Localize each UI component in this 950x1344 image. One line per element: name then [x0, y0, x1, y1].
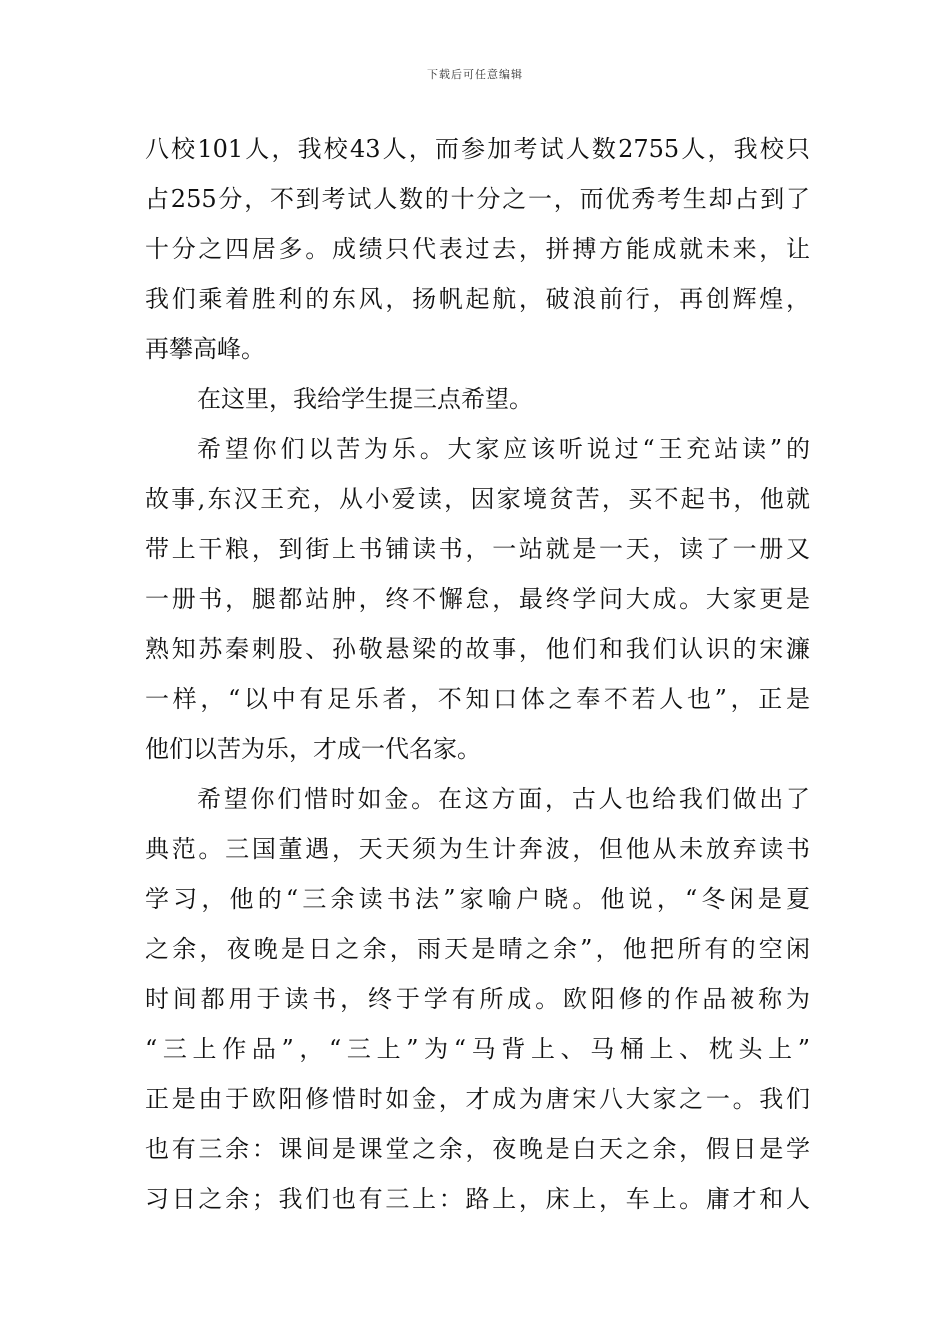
text-line: 十分之四居多。成绩只代表过去，拼搏方能成就未来，让 [145, 235, 810, 263]
paragraph [145, 424, 810, 774]
text-line: 希望你们惜时如金。在这方面，古人也给我们做出了 [197, 785, 810, 813]
text-line: 一样，“以中有足乐者，不知口体之奉不若人也”，正是 [145, 685, 810, 713]
paragraph [145, 774, 810, 1224]
text-line: 带上干粮，到街上书铺读书，一站就是一天，读了一册又 [145, 535, 810, 563]
text-line: 故事,东汉王充，从小爱读，因家境贫苦，买不起书，他就 [145, 485, 810, 513]
text-line: 习日之余；我们也有三上：路上，床上，车上。庸才和人 [145, 1185, 810, 1213]
text-line: 时间都用于读书，终于学有所成。欧阳修的作品被称为 [145, 985, 810, 1013]
text-line: 占255分，不到考试人数的十分之一，而优秀考生却占到了 [145, 185, 810, 213]
paragraph [145, 124, 810, 374]
text-line: 一册书，腿都站肿，终不懈怠，最终学问大成。大家更是 [145, 585, 810, 613]
text-line: 典范。三国董遇，天天须为生计奔波，但他从未放弃读书 [145, 835, 810, 863]
text-line: 希望你们以苦为乐。大家应该听说过“王充站读”的 [197, 435, 810, 463]
page-header: 下载后可任意编辑 [427, 68, 523, 81]
text-line: 八校101人，我校43人，而参加考试人数2755人，我校只 [145, 135, 810, 163]
text-line: “三上作品”，“三上”为“马背上、马桶上、枕头上” [145, 1035, 810, 1063]
text-line: 之余，夜晚是日之余，雨天是晴之余”，他把所有的空闲 [145, 935, 810, 963]
text-line: 熟知苏秦刺股、孙敬悬梁的故事，他们和我们认识的宋濂 [145, 635, 810, 663]
text-line: 我们乘着胜利的东风，扬帆起航，破浪前行，再创辉煌， [145, 285, 810, 313]
text-line: 学习，他的“三余读书法”家喻户晓。他说，“冬闲是夏 [145, 885, 810, 913]
text-line: 他们以苦为乐，才成一代名家。 [145, 735, 481, 763]
text-line: 在这里，我给学生提三点希望。 [197, 385, 533, 413]
paragraph [145, 374, 810, 424]
text-line: 再攀高峰。 [145, 335, 265, 363]
text-line: 正是由于欧阳修惜时如金，才成为唐宋八大家之一。我们 [145, 1085, 810, 1113]
text-line: 也有三余：课间是课堂之余，夜晚是白天之余，假日是学 [145, 1135, 810, 1163]
document-body [145, 124, 810, 1224]
